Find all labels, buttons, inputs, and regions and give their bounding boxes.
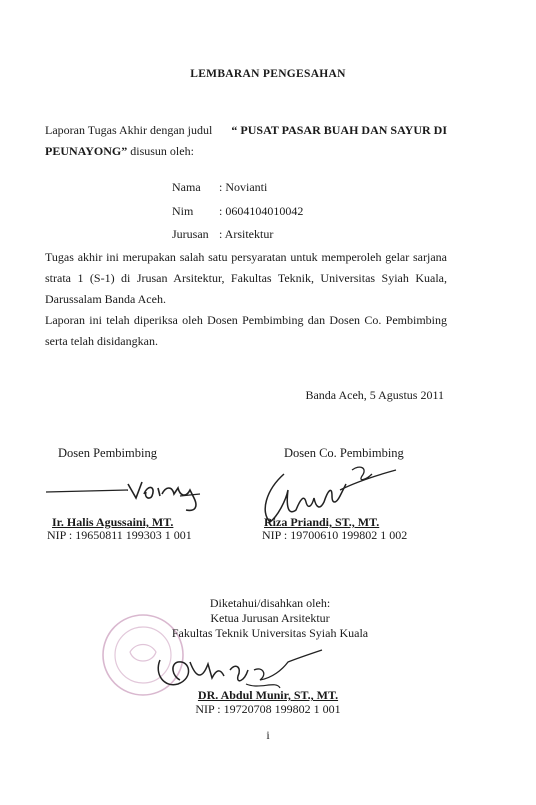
approval-block bbox=[140, 596, 400, 641]
intro-suffix: disusun oleh: bbox=[127, 144, 194, 158]
name-value: : Novianti bbox=[219, 180, 268, 194]
supervisor-signature bbox=[40, 470, 220, 518]
approval-line3: Fakultas Teknik Universitas Syiah Kuala bbox=[171, 626, 369, 640]
supervisor-name: Ir. Halis Agussaini, MT. bbox=[52, 515, 174, 529]
supervisor-nip: NIP : 19650811 199303 1 001 bbox=[47, 528, 192, 542]
review-line2: serta telah disidangkan. bbox=[45, 334, 158, 348]
co-supervisor-name: Riza Priandi, ST., MT. bbox=[264, 515, 380, 529]
approval-line1: Diketahui/disahkan oleh: bbox=[209, 596, 331, 610]
report-title-line1: “ PUSAT PASAR BUAH DAN SAYUR DI bbox=[231, 123, 447, 137]
department-label: Jurusan bbox=[172, 227, 209, 241]
supervisor-label: Dosen Pembimbing bbox=[58, 446, 157, 460]
report-title-line2: PEUNAYONG” bbox=[45, 144, 128, 158]
nim-label: Nim bbox=[172, 204, 194, 218]
review-paragraph bbox=[45, 310, 447, 352]
name-label: Nama bbox=[172, 180, 201, 194]
page-title: LEMBARAN PENGESAHAN bbox=[190, 68, 346, 80]
intro-paragraph bbox=[45, 120, 447, 162]
requirement-line2: strata 1 (S-1) di Jrusan Arsitektur, Fakultas Teknik, Universitas Syiah Kuala, bbox=[45, 271, 447, 285]
place-date: Banda Aceh, 5 Agustus 2011 bbox=[305, 388, 444, 402]
intro-prefix: Laporan Tugas Akhir dengan judul bbox=[45, 123, 213, 137]
requirement-line1: Tugas akhir ini merupakan salah satu persyaratan untuk memperoleh gelar sarjana bbox=[45, 250, 447, 264]
department-value: : Arsitektur bbox=[219, 227, 274, 241]
requirement-paragraph bbox=[45, 247, 447, 310]
review-line1: Laporan ini telah diperiksa oleh Dosen Pembimbing dan Dosen Co. Pembimbing bbox=[45, 313, 447, 327]
head-of-department-name: DR. Abdul Munir, ST., MT. bbox=[197, 688, 339, 702]
co-supervisor-nip: NIP : 19700610 199802 1 002 bbox=[262, 528, 408, 542]
nim-value: : 0604104010042 bbox=[219, 204, 304, 218]
requirement-line3: Darussalam Banda Aceh. bbox=[45, 292, 166, 306]
co-supervisor-label: Dosen Co. Pembimbing bbox=[284, 446, 404, 460]
page-number: i bbox=[266, 728, 270, 742]
head-of-department-nip: NIP : 19720708 199802 1 001 bbox=[195, 702, 341, 716]
approval-line2: Ketua Jurusan Arsitektur bbox=[210, 611, 330, 625]
